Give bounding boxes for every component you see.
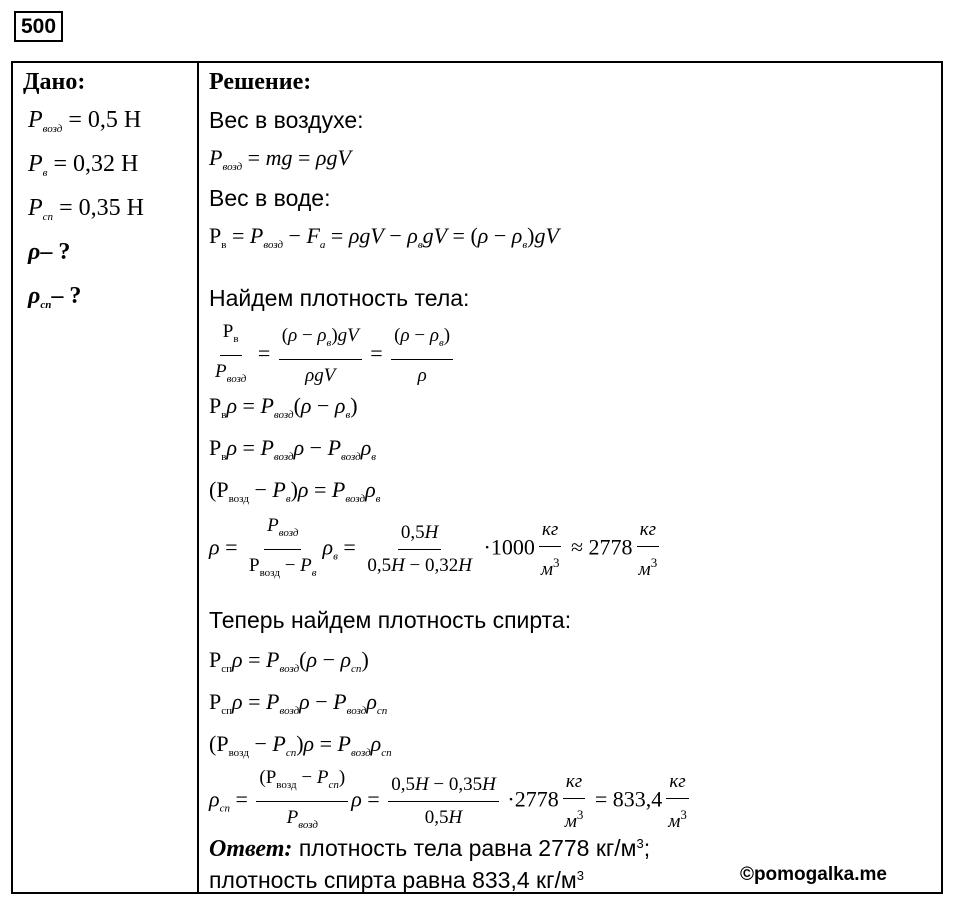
problem-number: 500 <box>14 11 63 42</box>
body-density-result: ρ = $\frac{P_{возд}}{P_{возд} - P_в}$ $\rho_в$ = $\frac{0,5Н}{0,5Н - 0,32Н}$ ·1000 $\frac{кг}{м^3}$ ≈ 2778 $\frac{кг}{м^3}$ <box>209 515 658 580</box>
density-label: Найдем плотность тела: <box>209 285 470 311</box>
given-item: $\rho_{сп}-$ ? <box>28 283 82 311</box>
answer-label: Ответ: <box>209 836 293 862</box>
solution-heading: Решение: <box>209 69 312 95</box>
air-weight-formula: $P_{возд}$ = mg = ρgV <box>209 145 351 173</box>
column-divider <box>197 63 199 892</box>
given-item: ρ– ? <box>28 239 71 265</box>
given-column <box>23 67 193 311</box>
ratio-formula: $\frac{P_в}{P_{возд}}$ = $\frac{(\rho - \rho_в)gV}{\text{ρgV}}$ = $\frac{(\rho - \rho_в)}{\rho}$ <box>209 319 456 392</box>
watermark: ©pomogalka.me <box>739 864 887 885</box>
alcohol-density-label: Теперь найдем плотность спирта: <box>209 607 572 633</box>
derivation-step-1: $P_в\rho = P_{возд}(\rho - \rho_в)$ <box>209 393 358 421</box>
water-weight-formula: $P_в = P_{возд} - F_a = \rho gV - \rho_вgV = (\rho - \rho_в)gV$ <box>209 223 559 251</box>
alcohol-step-1: $P_{сп}\rho = P_{возд}(\rho - \rho_{сп})$ <box>209 647 369 675</box>
given-item: $P_в = 0,32$ Н <box>28 151 139 179</box>
solution-frame <box>11 61 943 894</box>
alcohol-step-3: $(P_{возд} - P_{сп})\rho = P_{возд}\rho_{сп}$ <box>209 731 392 759</box>
alcohol-density-result: $\rho_{сп}$ = $\frac{(P_{возд} - P_{сп})}{P_{возд}}$ ρ = $\frac{0,5Н - 0,35Н}{0,5Н}$ ·2778 $\frac{кг}{м^3}$ = 833,4 $\frac{кг}{м^3}$ <box>209 767 687 832</box>
air-weight-label: Вес в воздухе: <box>209 107 364 133</box>
derivation-step-2: $P_в\rho = P_{возд}\rho - P_{возд}\rho_в$ <box>209 435 377 463</box>
given-item: $P_{возд} = 0,5$ Н <box>28 107 142 135</box>
alcohol-step-2: $P_{сп}\rho = P_{возд}\rho - P_{возд}\rho_{сп}$ <box>209 689 388 717</box>
water-weight-label: Вес в воде: <box>209 185 331 211</box>
answer-line-1: Ответ: плотность тела равна 2778 $кг/м^3$; <box>209 835 651 862</box>
answer-line-2: плотность спирта равна 833,4 $кг/м^3$ <box>209 867 584 893</box>
given-heading: Дано: <box>23 69 86 95</box>
derivation-step-3: $(P_{возд} - P_в)\rho = P_{возд}\rho_в$ <box>209 477 381 505</box>
given-item: $P_{сп} = 0,35$ Н <box>28 195 144 223</box>
